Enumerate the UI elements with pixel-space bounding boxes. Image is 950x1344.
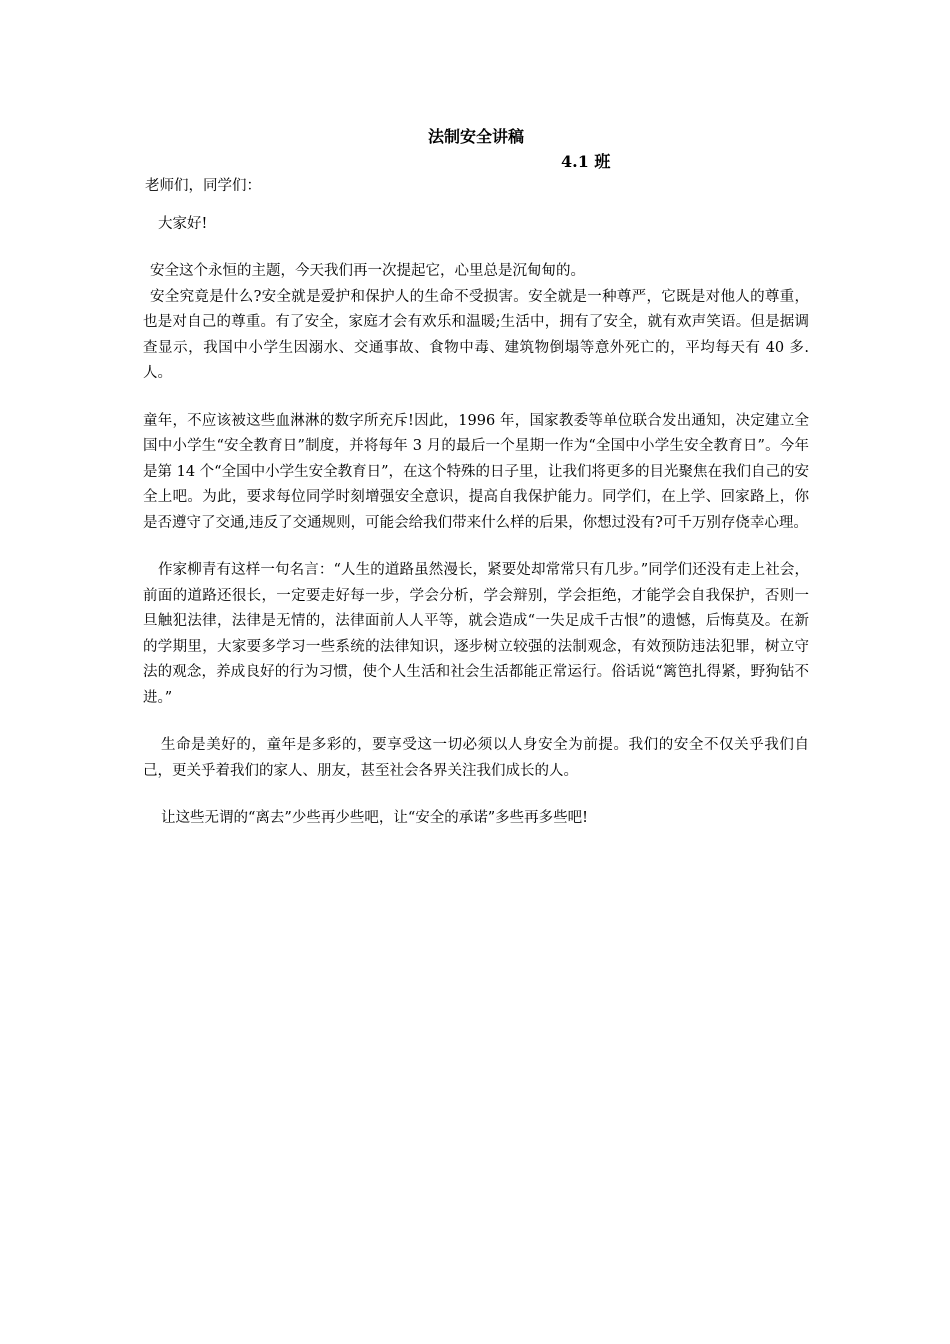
paragraph: 安全这个永恒的主题，今天我们再一次提起它，心里总是沉甸甸的。 bbox=[150, 263, 585, 279]
greeting: 大家好! bbox=[158, 215, 208, 232]
paragraph: 童年，不应该被这些血淋淋的数字所充斥!因此，1996 年，国家教委等单位联合发出通知，决定建立全国中小学生“安全教育日”制度，并将每年 3 月的最后一个星期一作为“全国中小学生安全教育日”。今年是第 14 个“全国中小学生安全教育日”，在这个特殊的日子里，让我们将更多的目光聚焦在我们自己的安全上吧。为此，要求每位同学时刻增强安全意识，提高自我保护能力。同学们，在上学、回家路上，你是否遵守了交通,违反了交通规则，可能会给我们带来什么样的后果，你想过没有?可千万别存侥幸心理。 bbox=[143, 412, 809, 531]
document-title: 法制安全讲稿 bbox=[427, 127, 524, 146]
paragraph: 安全究竟是什么?安全就是爱护和保护人的生命不受损害。安全就是一种尊严，它既是对他人的尊重，也是对自己的尊重。有了安全，家庭才会有欢乐和温暖;生活中，拥有了安全，就有欢声笑语。但是据调查显示，我国中小学生因溺水、交通事故、食物中毒、建筑物倒塌等意外死亡的，平均每天有 40 多.人。 bbox=[143, 288, 809, 381]
paragraph: 让这些无谓的“离去”少些再少些吧，让“安全的承诺”多些再多些吧! bbox=[161, 810, 588, 826]
paragraph: 生命是美好的，童年是多彩的，要享受这一切必须以人身安全为前提。我们的安全不仅关乎我们自己，更关乎着我们的家人、朋友，甚至社会各界关注我们成长的人。 bbox=[143, 737, 809, 779]
document-body bbox=[143, 124, 809, 832]
paragraph: 作家柳青有这样一句名言：“人生的道路虽然漫长，紧要处却常常只有几步。”同学们还没有走上社会，前面的道路还很长，一定要走好每一步，学会分析，学会辩别，学会拒绝，才能学会自我保护，否则一旦触犯法律，法律是无情的，法律面前人人平等，就会造成“一失足成千古恨”的遗憾，后悔莫及。在新的学期里，大家要多学习一些系统的法律知识，逐步树立较强的法制观念，有效预防违法犯罪，树立守法的观念，养成良好的行为习惯，使个人生活和社会生活都能正常运行。俗话说“篱笆扎得紧，野狗钻不进。” bbox=[143, 562, 809, 706]
salutation: 老师们，同学们： bbox=[145, 178, 261, 194]
class-label: 4.1 班 bbox=[561, 152, 611, 171]
